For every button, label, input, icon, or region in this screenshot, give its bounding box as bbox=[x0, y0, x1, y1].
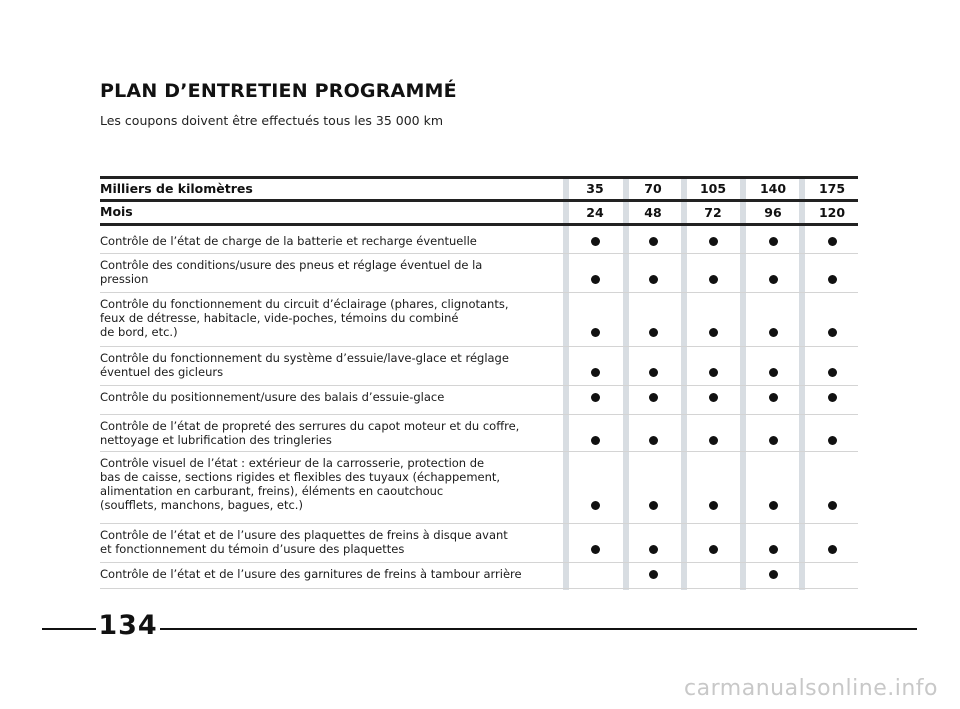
check-dot bbox=[709, 368, 718, 377]
table-rule bbox=[100, 223, 858, 226]
month-value: 72 bbox=[704, 205, 722, 220]
check-dot bbox=[591, 393, 600, 402]
row-text-line: et fonctionnement du témoin d’usure des plaquettes bbox=[100, 542, 405, 556]
row-text-line: de bord, etc.) bbox=[100, 325, 178, 339]
check-dot bbox=[649, 368, 658, 377]
check-dot bbox=[828, 368, 837, 377]
row-text-line: alimentation en carburant, freins), éléments en caoutchouc bbox=[100, 484, 444, 498]
km-value: 70 bbox=[644, 181, 662, 196]
row-text-line: Contrôle de l’état et de l’usure des garnitures de freins à tambour arrière bbox=[100, 567, 522, 581]
table-row-text bbox=[100, 567, 540, 581]
row-text-line: Contrôle de l’état de charge de la batterie et recharge éventuelle bbox=[100, 234, 477, 248]
row-divider bbox=[100, 451, 858, 452]
page-title: PLAN D’ENTRETIEN PROGRAMMÉ bbox=[100, 80, 457, 102]
check-dot bbox=[591, 545, 600, 554]
column-stripe bbox=[740, 176, 746, 590]
check-dot bbox=[769, 368, 778, 377]
row-divider bbox=[100, 523, 858, 524]
km-value: 140 bbox=[759, 181, 787, 196]
check-dot bbox=[649, 501, 658, 510]
check-dot bbox=[709, 393, 718, 402]
check-dot bbox=[828, 275, 837, 284]
column-stripe bbox=[681, 176, 687, 590]
km-value: 105 bbox=[699, 181, 727, 196]
table-row-text bbox=[100, 528, 540, 556]
row-divider bbox=[100, 562, 858, 563]
check-dot bbox=[649, 436, 658, 445]
row-text-line: Contrôle des conditions/usure des pneus et réglage éventuel de la bbox=[100, 258, 483, 272]
table-row-text bbox=[100, 351, 540, 379]
table-row-text bbox=[100, 234, 540, 248]
check-dot bbox=[769, 328, 778, 337]
check-dot bbox=[709, 275, 718, 284]
row-text-line: Contrôle du positionnement/usure des balais d’essuie-glace bbox=[100, 390, 445, 404]
header-km-label: Milliers de kilomètres bbox=[100, 181, 253, 196]
table-row-text bbox=[100, 390, 540, 404]
check-dot bbox=[709, 436, 718, 445]
footer-rule-right bbox=[160, 628, 917, 630]
row-text-line: bas de caisse, sections rigides et flexibles des tuyaux (échappement, bbox=[100, 470, 501, 484]
check-dot bbox=[769, 436, 778, 445]
check-dot bbox=[649, 275, 658, 284]
check-dot bbox=[591, 436, 600, 445]
column-stripe bbox=[799, 176, 805, 590]
check-dot bbox=[828, 436, 837, 445]
check-dot bbox=[828, 393, 837, 402]
check-dot bbox=[649, 393, 658, 402]
check-dot bbox=[709, 545, 718, 554]
check-dot bbox=[591, 275, 600, 284]
row-text-line: Contrôle de l’état et de l’usure des plaquettes de freins à disque avant bbox=[100, 528, 508, 542]
km-value: 35 bbox=[586, 181, 604, 196]
row-divider bbox=[100, 346, 858, 347]
page-number: 134 bbox=[98, 610, 158, 641]
check-dot bbox=[828, 545, 837, 554]
month-value: 48 bbox=[644, 205, 662, 220]
check-dot bbox=[649, 545, 658, 554]
check-dot bbox=[709, 501, 718, 510]
check-dot bbox=[591, 328, 600, 337]
check-dot bbox=[769, 393, 778, 402]
check-dot bbox=[828, 501, 837, 510]
check-dot bbox=[709, 328, 718, 337]
check-dot bbox=[649, 328, 658, 337]
row-divider bbox=[100, 385, 858, 386]
month-value: 96 bbox=[764, 205, 782, 220]
column-stripe bbox=[563, 176, 569, 590]
table-row-text bbox=[100, 297, 540, 339]
row-text-line: Contrôle de l’état de propreté des serrures du capot moteur et du coffre, bbox=[100, 419, 520, 433]
check-dot bbox=[769, 570, 778, 579]
row-divider bbox=[100, 588, 858, 589]
month-value: 24 bbox=[586, 205, 604, 220]
row-divider bbox=[100, 414, 858, 415]
km-value: 175 bbox=[818, 181, 846, 196]
row-divider bbox=[100, 292, 858, 293]
check-dot bbox=[591, 368, 600, 377]
check-dot bbox=[649, 237, 658, 246]
table-rule bbox=[100, 199, 858, 202]
month-value: 120 bbox=[818, 205, 846, 220]
header-months-label: Mois bbox=[100, 204, 133, 219]
maintenance-table bbox=[100, 176, 858, 590]
check-dot bbox=[649, 570, 658, 579]
check-dot bbox=[709, 237, 718, 246]
check-dot bbox=[769, 545, 778, 554]
row-text-line: Contrôle du fonctionnement du système d’essuie/lave-glace et réglage bbox=[100, 351, 509, 365]
row-text-line: Contrôle visuel de l’état : extérieur de la carrosserie, protection de bbox=[100, 456, 485, 470]
watermark: carmanualsonline.info bbox=[684, 676, 938, 701]
check-dot bbox=[591, 237, 600, 246]
check-dot bbox=[828, 237, 837, 246]
row-text-line: (soufflets, manchons, bagues, etc.) bbox=[100, 498, 303, 512]
row-text-line: feux de détresse, habitacle, vide-poches, témoins du combiné bbox=[100, 311, 459, 325]
table-row-text bbox=[100, 456, 540, 512]
page-subtitle: Les coupons doivent être effectués tous les 35 000 km bbox=[100, 113, 444, 128]
check-dot bbox=[769, 501, 778, 510]
column-stripe bbox=[623, 176, 629, 590]
check-dot bbox=[591, 501, 600, 510]
check-dot bbox=[769, 275, 778, 284]
check-dot bbox=[828, 328, 837, 337]
table-row-text bbox=[100, 419, 540, 447]
check-dot bbox=[769, 237, 778, 246]
row-divider bbox=[100, 253, 858, 254]
row-text-line: éventuel des gicleurs bbox=[100, 365, 224, 379]
table-row-text bbox=[100, 258, 540, 286]
row-text-line: Contrôle du fonctionnement du circuit d’éclairage (phares, clignotants, bbox=[100, 297, 509, 311]
table-rule bbox=[100, 176, 858, 179]
row-text-line: nettoyage et lubrification des tringleries bbox=[100, 433, 332, 447]
footer-rule-left bbox=[42, 628, 96, 630]
row-text-line: pression bbox=[100, 272, 149, 286]
